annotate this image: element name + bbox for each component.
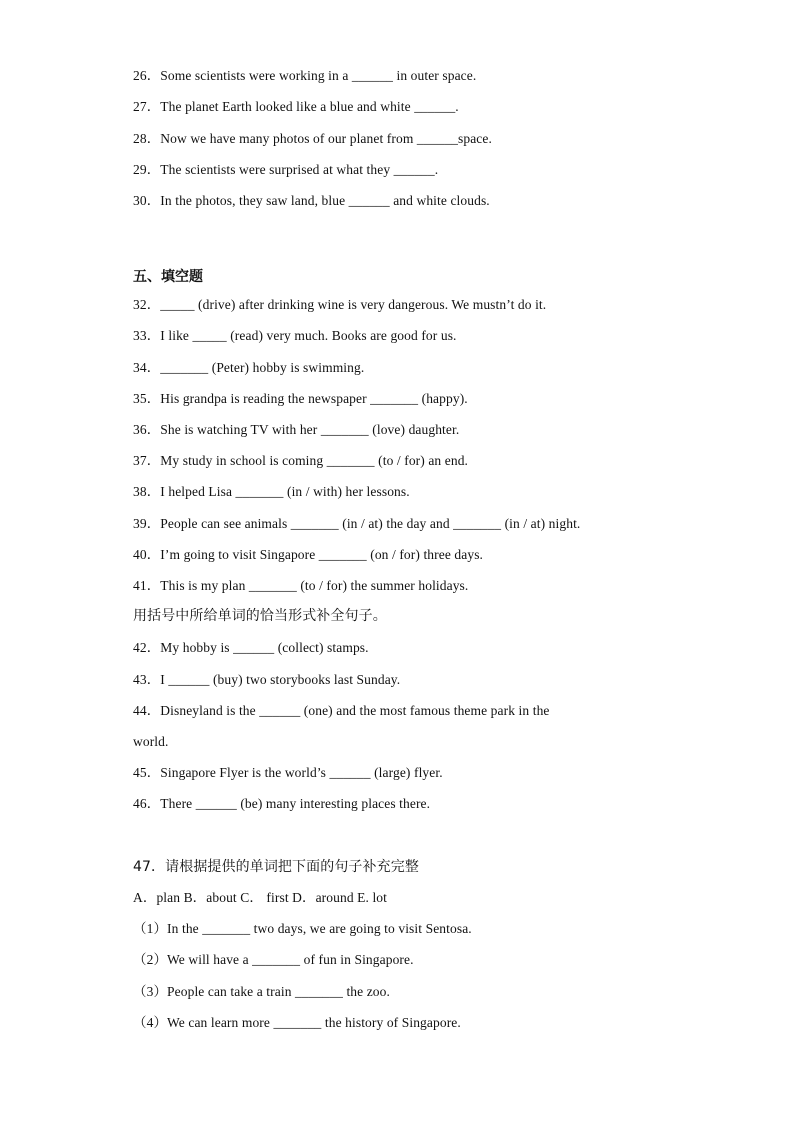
question-40: 40．I’m going to visit Singapore _______ (on / for) three days. xyxy=(133,547,484,562)
question-36: 36．She is watching TV with her _______ (love) daughter. xyxy=(133,422,460,437)
question-42: 42．My hobby is ______ (collect) stamps. xyxy=(133,640,369,655)
question-37: 37．My study in school is coming _______ (to / for) an end. xyxy=(133,453,469,468)
question-43: 43．I ______ (buy) two storybooks last Sunday. xyxy=(133,672,401,687)
question-34: 34．_______ (Peter) hobby is swimming. xyxy=(133,360,365,375)
question-27: 27．The planet Earth looked like a blue and white ______. xyxy=(133,99,459,114)
question-47-4: （4）We can learn more _______ the history of Singapore. xyxy=(133,1015,461,1030)
word-options: A．plan B．about C． first D．around E. lot xyxy=(133,890,387,905)
question-47-3: （3）People can take a train _______ the zoo. xyxy=(133,984,390,999)
question-47-1: （1）In the _______ two days, we are going to visit Sentosa. xyxy=(133,921,472,936)
question-45: 45．Singapore Flyer is the world’s ______ (large) flyer. xyxy=(133,765,443,780)
instruction-text: 用括号中所给单词的恰当形式补全句子。 xyxy=(133,608,387,624)
question-30: 30．In the photos, they saw land, blue ______ and white clouds. xyxy=(133,193,490,208)
question-35: 35．His grandpa is reading the newspaper _______ (happy). xyxy=(133,391,468,406)
section-heading-fill-blank: 五、填空题 xyxy=(133,269,203,285)
question-47-title: 47．请根据提供的单词把下面的句子补充完整 xyxy=(133,859,419,875)
question-44-continued: world. xyxy=(133,734,169,749)
question-44: 44．Disneyland is the ______ (one) and the most famous theme park in the xyxy=(133,703,550,718)
question-32: 32．_____ (drive) after drinking wine is very dangerous. We mustn’t do it. xyxy=(133,297,547,312)
question-26: 26．Some scientists were working in a ______ in outer space. xyxy=(133,68,477,83)
question-29: 29．The scientists were surprised at what they ______. xyxy=(133,162,439,177)
question-46: 46．There ______ (be) many interesting places there. xyxy=(133,796,431,811)
question-28: 28．Now we have many photos of our planet from ______space. xyxy=(133,131,492,146)
question-41: 41．This is my plan _______ (to / for) the summer holidays. xyxy=(133,578,469,593)
question-47-2: （2）We will have a _______ of fun in Singapore. xyxy=(133,952,414,967)
question-33: 33．I like _____ (read) very much. Books are good for us. xyxy=(133,328,457,343)
question-39: 39．People can see animals _______ (in / at) the day and _______ (in / at) night. xyxy=(133,516,581,531)
question-38: 38．I helped Lisa _______ (in / with) her lessons. xyxy=(133,484,410,499)
